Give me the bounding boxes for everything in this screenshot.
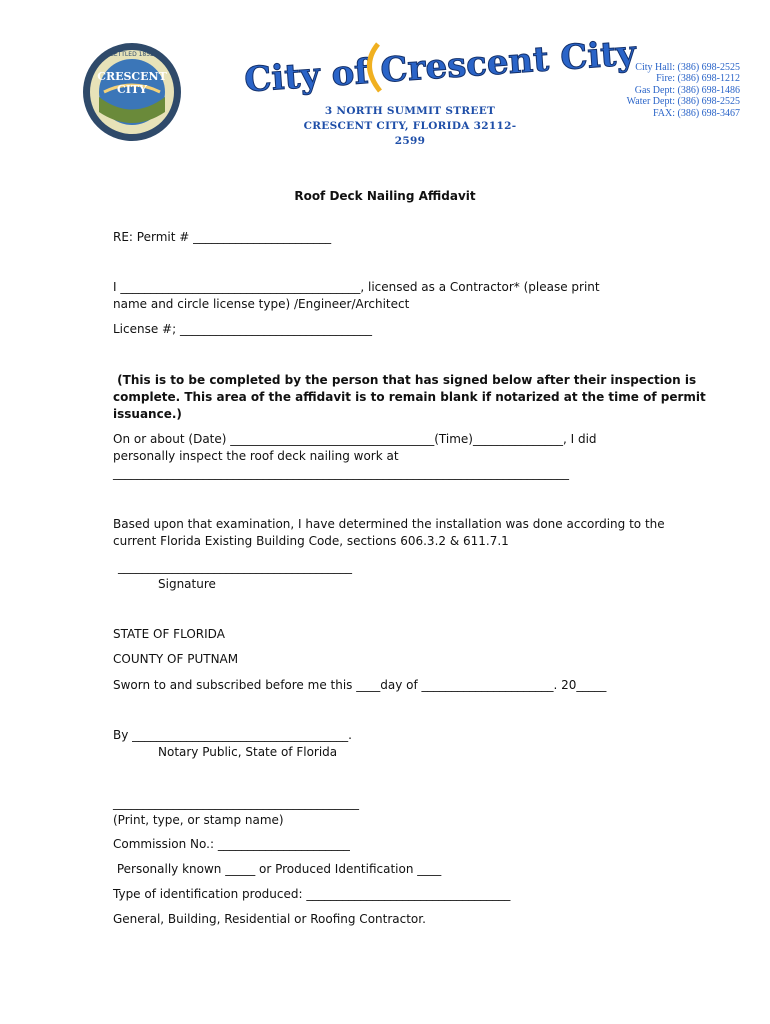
print-name-label: (Print, type, or stamp name) [113, 813, 284, 827]
permit-number-field[interactable]: RE: Permit # _______________________ [113, 230, 332, 244]
id-type-field[interactable]: Type of identification produced: __________________________________ [113, 887, 511, 901]
signature-field[interactable]: _______________________________________ [118, 560, 352, 574]
instruction-note-1: (This is to be completed by the person that has signed below after their inspection is [113, 373, 697, 387]
contact-list [627, 62, 740, 119]
commission-number-field[interactable]: Commission No.: ______________________ [113, 837, 350, 851]
notary-label: Notary Public, State of Florida [158, 745, 338, 759]
state-label: STATE OF FLORIDA [113, 627, 225, 641]
city-address [290, 104, 530, 149]
contractor-footnote: General, Building, Residential or Roofing Contractor. [113, 912, 426, 926]
contact-gas: Gas Dept: (386) 698-1486 [634, 84, 740, 96]
instruction-note-3: issuance.) [113, 407, 182, 421]
examination-statement-1: Based upon that examination, I have determined the installation was done according to the [113, 517, 665, 531]
sworn-date-field[interactable]: Sworn to and subscribed before me this ____day of ______________________. 20_____ [113, 678, 607, 692]
contact-city-hall: City Hall: (386) 698-2525 [635, 62, 740, 73]
city-seal-logo [82, 42, 182, 142]
svg-text:CITY: CITY [117, 83, 147, 96]
inspection-date-time-field[interactable]: On or about (Date) __________________________________(Time)_______________, I did [113, 432, 597, 446]
svg-text:CRESCENT: CRESCENT [97, 70, 167, 83]
notary-by-field[interactable]: By ____________________________________. [113, 728, 352, 742]
instruction-note-2: complete. This area of the affidavit is to remain blank if notarized at the time of permit [113, 390, 706, 404]
contact-water: Water Dept: (386) 698-2525 [626, 96, 740, 108]
svg-text:SETTLED 1852: SETTLED 1852 [110, 51, 154, 58]
address-line-1: 3 NORTH SUMMIT STREET [324, 105, 496, 117]
notary-print-name-field[interactable]: _________________________________________ [113, 796, 359, 810]
address-line-2: CRESCENT CITY, FLORIDA 32112-2599 [303, 120, 517, 147]
contact-fire: Fire: (386) 698-1212 [656, 73, 740, 85]
county-label: COUNTY OF PUTNAM [113, 652, 239, 666]
signature-label: Signature [158, 577, 216, 591]
inspection-location-label: personally inspect the roof deck nailing work at [113, 449, 399, 463]
svg-text:City of Crescent City: City of Crescent City [243, 33, 638, 101]
license-number-field[interactable]: License #; ________________________________ [113, 322, 372, 336]
inspection-address-field[interactable]: ____________________________________________________________________________ [113, 466, 569, 480]
identification-field[interactable]: Personally known _____ or Produced Identification ____ [113, 862, 442, 876]
examination-statement-2: current Florida Existing Building Code, sections 606.3.2 & 611.7.1 [113, 534, 509, 548]
contact-fax: FAX: (386) 698-3467 [652, 107, 740, 119]
form-title: Roof Deck Nailing Affidavit [294, 189, 476, 203]
contractor-type-text: name and circle license type) /Engineer/Architect [113, 297, 410, 311]
contractor-name-field[interactable]: I ________________________________________, licensed as a Contractor* (please print [113, 280, 600, 294]
city-wordmark-logo [240, 33, 638, 101]
